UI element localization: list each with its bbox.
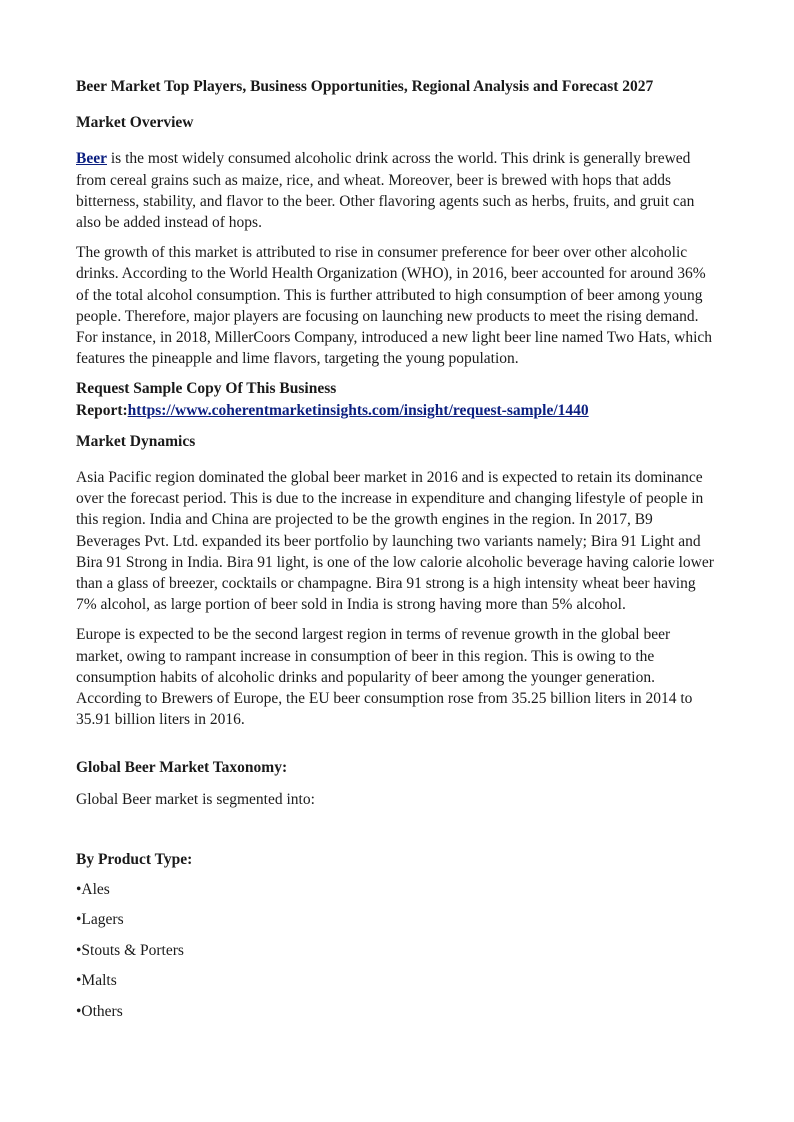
list-item: •Stouts & Porters (76, 941, 184, 959)
beer-link[interactable]: Beer (76, 150, 107, 168)
request-sample-link[interactable]: https://www.coherentmarketinsights.com/insight/request-sample/1440 (127, 401, 589, 419)
list-item: •Malts (76, 972, 117, 990)
list-item: •Others (76, 1002, 123, 1020)
market-overview-heading: Market Overview (76, 114, 194, 132)
request-sample-line (76, 378, 718, 420)
document-page (76, 76, 718, 1031)
overview-paragraph-1-text: is the most widely consumed alcoholic drink across the world. This drink is generally brewed from cereal grains such as maize, rice, and wheat. Moreover, beer is brewed with hops that adds bitterness, stability, and flavor to the beer. Other flavoring agents such as herbs, fruits, and gruit can also be added instead of hops. (76, 150, 695, 232)
overview-paragraph-2: The growth of this market is attributed to rise in consumer preference for beer over other alcoholic drinks. According to the World Health Organization (WHO), in 2016, beer accounted for around 36% of the total alcohol consumption. This is further attributed to high consumption of beer among young people. Therefore, major players are focusing on launching new products to meet the rising demand. For instance, in 2018, MillerCoors Company, introduced a new light beer line named Two Hats, which features the pineapple and lime flavors, targeting the young population. (76, 244, 713, 368)
market-dynamics-heading: Market Dynamics (76, 432, 196, 450)
dynamics-paragraph-2: Europe is expected to be the second largest region in terms of revenue growth in the global beer market, owing to rampant increase in consumption of beer in this region. This is owing to the consumption habits of alcoholic drinks and popularity of beer among the younger generation. According to Brewers of Europe, the EU beer consumption rose from 35.25 billion liters in 2014 to 35.91 billion liters in 2016. (76, 626, 693, 729)
taxonomy-heading: Global Beer Market Taxonomy: (76, 759, 288, 777)
product-type-heading: By Product Type: (76, 850, 193, 868)
request-sample-label: Request Sample Copy Of This Business Report: (76, 380, 337, 419)
list-item: •Lagers (76, 911, 124, 929)
document-title: Beer Market Top Players, Business Opportunities, Regional Analysis and Forecast 2027 (76, 78, 654, 95)
overview-paragraph-1 (76, 148, 718, 233)
list-item: •Ales (76, 881, 110, 899)
dynamics-paragraph-1: Asia Pacific region dominated the global beer market in 2016 and is expected to retain its dominance over the forecast period. This is due to the increase in expenditure and changing lifestyle of people in this region. India and China are projected to be the growth engines in the region. In 2017, B9 Beverages Pvt. Ltd. expanded its beer portfolio by launching two variants namely; Bira 91 Light and Bira 91 Strong in India. Bira 91 light, is one of the low calorie alcoholic beverage having calorie lower than a glass of breezer, cocktails or champagne. Bira 91 strong is a high intensity wheat beer having 7% alcohol, as large portion of beer sold in India is strong having more than 5% alcohol. (76, 469, 714, 614)
taxonomy-intro: Global Beer market is segmented into: (76, 790, 315, 808)
